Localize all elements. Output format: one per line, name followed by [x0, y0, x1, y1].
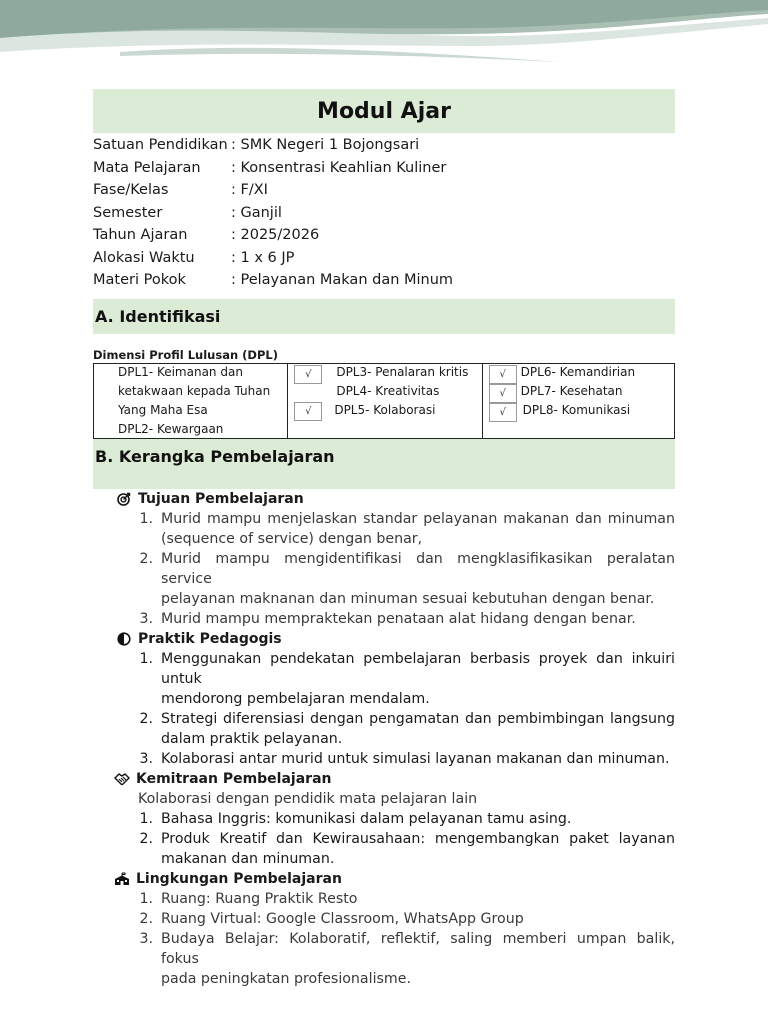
lingkungan-list: [93, 889, 675, 989]
tujuan-section: [93, 489, 675, 509]
list-item: 1. Menggunakan pendekatan pembelajaran berbasis proyek dan inkuiri untuk mendorong pembelajaran mendalam.: [139, 650, 675, 707]
dpl-table: [93, 363, 675, 439]
lingkungan-section: [93, 869, 675, 889]
list-item: 1. Murid mampu menjelaskan standar pelayanan makanan dan minuman (sequence of service) dengan benar,: [139, 510, 675, 547]
kemitraan-intro: Kolaborasi dengan pendidik mata pelajaran lain: [138, 790, 478, 807]
praktik-list: [93, 649, 675, 769]
meta-row: Semester : Ganjil: [93, 204, 282, 221]
meta-row: Tahun Ajaran : 2025/2026: [93, 227, 320, 244]
checkbox: √: [489, 403, 517, 422]
checkbox: √: [294, 365, 322, 384]
document-title: Modul Ajar: [93, 89, 675, 133]
target-icon: [115, 492, 133, 506]
lingkungan-heading: Lingkungan Pembelajaran: [113, 869, 675, 889]
meta-row: Satuan Pendidikan : SMK Negeri 1 Bojongsari: [93, 137, 420, 154]
tujuan-heading: Tujuan Pembelajaran: [115, 489, 675, 509]
document-body: [93, 89, 675, 989]
praktik-section: [93, 629, 675, 649]
list-item: 2. Produk Kreatif dan Kewirausahaan: mengembangkan paket layanan makanan dan minuman.: [139, 830, 675, 867]
handshake-icon: [113, 772, 131, 786]
header-wave-decoration: [0, 0, 768, 70]
half-circle-icon: [115, 632, 133, 646]
list-item: 3. Murid mampu mempraktekan penataan alat hidang dengan benar.: [139, 610, 636, 627]
school-icon: [113, 872, 131, 886]
list-item: 1. Ruang: Ruang Praktik Resto: [139, 890, 358, 907]
checkbox: √: [489, 384, 517, 403]
kemitraan-heading: Kemitraan Pembelajaran: [113, 769, 675, 789]
dpl-column-2: √ DPL3- Penalaran kritis DPL4- Kreativitas √ DPL5- Kolaborasi: [288, 364, 482, 438]
tujuan-list: [93, 509, 675, 629]
list-item: 2. Ruang Virtual: Google Classroom, WhatsApp Group: [139, 910, 524, 927]
checkbox: √: [489, 365, 517, 384]
list-item: 2. Murid mampu mengidentifikasi dan mengklasifikasikan peralatan service pelayanan maknanan dan minuman sesuai kebutuhan dengan benar.: [139, 550, 675, 607]
praktik-heading: Praktik Pedagogis: [115, 629, 675, 649]
list-item: 2. Strategi diferensiasi dengan pengamatan dan pembimbingan langsung dalam praktik pelayanan.: [139, 710, 675, 747]
section-a-heading: A. Identifikasi: [93, 299, 675, 334]
meta-row: Fase/Kelas : F/XI: [93, 182, 268, 199]
list-item: 3. Kolaborasi antar murid untuk simulasi layanan makanan dan minuman.: [139, 750, 670, 767]
meta-row: Mata Pelajaran : Konsentrasi Keahlian Kuliner: [93, 159, 447, 176]
list-item: 3. Budaya Belajar: Kolaboratif, reflektif, saling memberi umpan balik, fokus pada peningkatan profesionalisme.: [139, 930, 675, 987]
metadata-block: [93, 134, 675, 292]
kemitraan-section: [93, 769, 675, 789]
dpl-column-3: √ DPL6- Kemandirian √ DPL7- Kesehatan √ DPL8- Komunikasi: [483, 364, 674, 438]
meta-row: Alokasi Waktu : 1 x 6 JP: [93, 249, 295, 266]
section-b-heading: B. Kerangka Pembelajaran: [93, 439, 675, 489]
kemitraan-list: [93, 809, 675, 869]
dpl-heading: Dimensi Profil Lulusan (DPL): [93, 347, 278, 362]
meta-row: Materi Pokok : Pelayanan Makan dan Minum: [93, 272, 454, 289]
dpl-column-1: DPL1- Keimanan dan ketakwaan kepada Tuhan Yang Maha Esa DPL2- Kewargaan: [94, 364, 288, 438]
list-item: 1. Bahasa Inggris: komunikasi dalam pelayanan tamu asing.: [139, 810, 572, 827]
checkbox: √: [294, 402, 322, 421]
